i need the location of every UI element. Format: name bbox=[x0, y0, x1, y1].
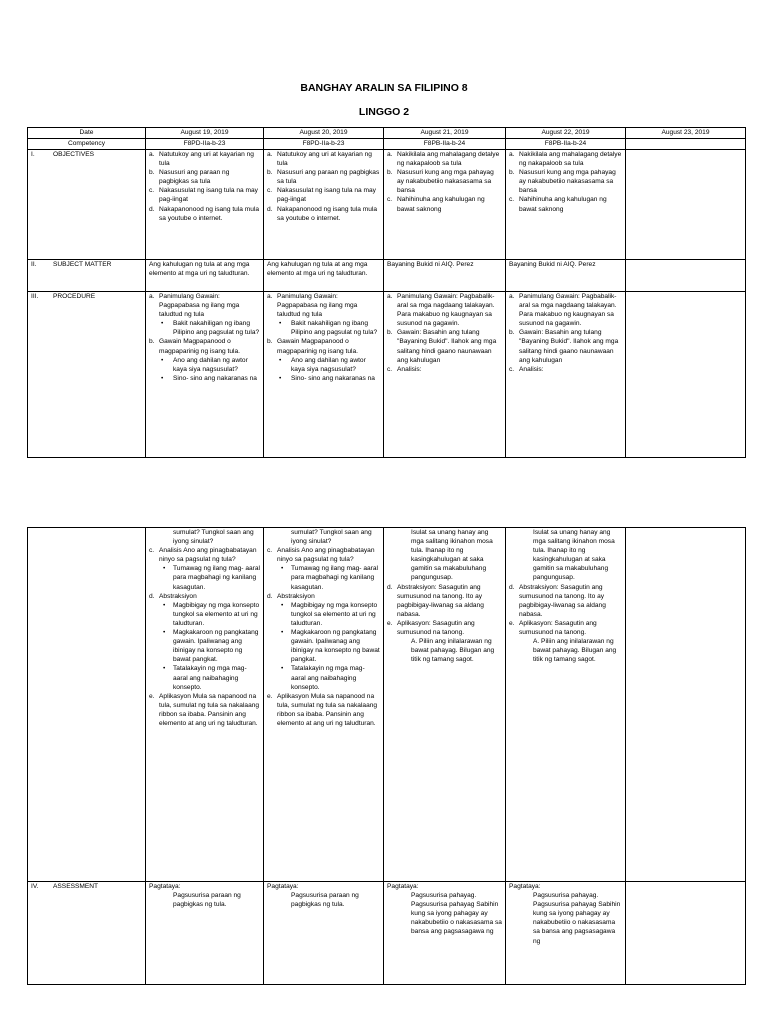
list-item-text: Nakasusulat ng isang tula na may pag-iingat bbox=[277, 187, 376, 204]
list-item-text: Nahihinuha ang kahulugan ng bawat saknong bbox=[519, 196, 607, 213]
assessment-row bbox=[28, 882, 746, 985]
list-item bbox=[509, 168, 622, 195]
list-item bbox=[267, 592, 380, 601]
list-marker: e. bbox=[509, 619, 515, 627]
list-item bbox=[509, 583, 622, 619]
date-row bbox=[28, 128, 746, 139]
procedure-continued-row bbox=[28, 528, 746, 882]
date-cell: August 22, 2019 bbox=[506, 128, 626, 139]
subject-matter-row bbox=[28, 260, 746, 292]
list-marker: c. bbox=[267, 187, 273, 195]
list-marker: e. bbox=[387, 619, 393, 627]
objectives-cell bbox=[146, 150, 264, 260]
list-item-text: Aplikasyon: Sasagutin ang sumusunod na tanong. bbox=[397, 619, 475, 637]
list-marker: b. bbox=[509, 169, 515, 177]
list-item-text: Nasusuri kung ang mga pahayag ay nakabubetiio nakasasama sa bansa bbox=[397, 169, 494, 195]
procedure-continued-cell bbox=[506, 528, 626, 882]
list-item bbox=[387, 328, 502, 364]
list-item-text: Tatalakayin ng mga mag- aaral ang naibahaging konsepto. bbox=[173, 665, 247, 691]
list-item-text: Panimulang Gawain: Pagpapabasa ng ilang mga taludtud ng tula bbox=[159, 293, 240, 319]
list-item-text: Nakapanonood ng isang tula mula sa youtube o internet. bbox=[277, 205, 378, 222]
list-marker: a. bbox=[509, 151, 515, 158]
list-item-text: Nakikilala ang mahalagang detalye ng nakapaloob sa tula bbox=[397, 151, 500, 168]
procedure-continued-cell bbox=[146, 528, 264, 882]
list-item bbox=[149, 374, 260, 383]
list-item bbox=[149, 592, 260, 601]
list-item bbox=[149, 150, 260, 168]
list-item-text: Bakit nakahiligan ng ibang Pilipino ang pagsulat ng tula? bbox=[291, 320, 378, 337]
list-item-text: Nasusuri ang paraan ng pagbigkas sa tula bbox=[159, 169, 230, 186]
subject-matter-cell-empty bbox=[626, 260, 746, 292]
date-label: Date bbox=[28, 128, 146, 139]
list-item bbox=[509, 365, 622, 374]
list-item bbox=[267, 692, 380, 728]
list-item-text: Gawain: Basahin ang tulang "Bayaning Bukid". Ilahok ang mga salitang hindi gaano naunawaan ang kahulugan bbox=[519, 329, 619, 364]
list-item bbox=[267, 205, 380, 223]
document-title: BANGHAY ARALIN SA FILIPINO 8 bbox=[300, 82, 468, 94]
list-marker: c. bbox=[509, 365, 515, 373]
list-item bbox=[387, 150, 502, 168]
list-marker: d. bbox=[149, 592, 155, 600]
procedure-row bbox=[28, 292, 746, 458]
assessment-cell: Pagtataya: Pagsusurisa pahayag. Pagsusurisa pahayag Sabihin kung sa iyong pahagay ay nakabubetiio o nakasasama sa bansa ang pagsasagawa ng bbox=[506, 882, 626, 985]
objectives-cell bbox=[384, 150, 506, 260]
list-item-text: Analisis: bbox=[519, 365, 544, 373]
list-marker: b. bbox=[387, 169, 393, 177]
list-marker: d. bbox=[267, 592, 273, 600]
bullet-marker: • bbox=[161, 320, 164, 328]
list-marker: a. bbox=[387, 293, 393, 300]
list-item bbox=[387, 168, 502, 195]
list-item-text: Panimulang Gawain: Pagbabalik- aral sa mga nagdaang talakayan. Para makabuo ng kaugnayan sa susunod na gagawin. bbox=[397, 293, 495, 328]
list-item-text: Bakit nakahiligan ng ibang Pilipino ang pagsulat ng tula? bbox=[173, 320, 260, 337]
objectives-cell-empty bbox=[626, 150, 746, 260]
list-item bbox=[267, 150, 380, 168]
procedure-continued-cell bbox=[384, 528, 506, 882]
list-item bbox=[387, 637, 502, 664]
list-item-text: Tatalakayin ng mga mag- aaral ang naibahaging konsepto. bbox=[291, 665, 365, 691]
list-item bbox=[149, 528, 260, 546]
bullet-marker: • bbox=[281, 629, 284, 637]
list-item-text: Abstraksiyon bbox=[159, 592, 197, 600]
list-item-text: Ano ang dahilan ng awtor kaya siya nagsusulat? bbox=[173, 356, 248, 373]
list-item bbox=[509, 328, 622, 364]
list-marker: a. bbox=[267, 293, 273, 300]
list-item-text: Magkakaroon ng pangkatang gawain. Ipaliwanag ang ibinigay na konsepto ng bawat pangkat. bbox=[173, 629, 259, 664]
list-item bbox=[149, 205, 260, 223]
list-item-text: Tumawag ng ilang mag- aaral para magbahagi ng kanilang kasagutan. bbox=[291, 565, 378, 591]
list-marker: e. bbox=[267, 692, 273, 700]
list-item bbox=[509, 528, 622, 583]
list-item bbox=[267, 319, 380, 337]
list-marker: a. bbox=[149, 151, 155, 158]
bullet-marker: • bbox=[161, 356, 164, 364]
list-item bbox=[149, 601, 260, 628]
list-item bbox=[267, 601, 380, 628]
list-marker: c. bbox=[267, 547, 273, 555]
competency-code: F8PD-IIa-b-23 bbox=[264, 139, 384, 150]
list-item bbox=[267, 528, 380, 546]
list-item-text: A. Piliin ang inilalarawan ng bawat pahayag. Bilugan ang titik ng tamang sagot. bbox=[411, 638, 495, 664]
procedure-cell bbox=[146, 292, 264, 458]
list-item-text: Gawain: Basahin ang tulang "Bayaning Bukid". Ilahok ang mga salitang hindi gaano naunawaan ang kahulugan bbox=[397, 329, 497, 364]
list-item bbox=[267, 628, 380, 664]
objectives-row bbox=[28, 150, 746, 260]
list-item-text: Abstraksiyon: Sasagutin ang sumusunod na tanong. Ito ay pagbibigay-liwanag sa aldang nabasa. bbox=[519, 583, 606, 618]
list-marker: c. bbox=[387, 196, 393, 204]
list-item-text: Natutukoy ang uri at kayarian ng tula bbox=[159, 151, 254, 168]
list-item-text: Analisis Ano ang pinagbabatayan ninyo sa pagsulat ng tula? bbox=[277, 547, 375, 564]
list-item-text: Isulat sa unang hanay ang mga salitang ikinahon mosa tula. Ihanap ito ng kasingkahulugan at saka gamitin sa makabuluhang pangungusap. bbox=[533, 529, 615, 582]
procedure-cell bbox=[384, 292, 506, 458]
list-item bbox=[149, 664, 260, 691]
subject-matter-cell: Bayaning Bukid ni AIQ. Perez bbox=[384, 260, 506, 292]
list-item bbox=[149, 319, 260, 337]
procedure-heading: III. PROCEDURE bbox=[28, 292, 146, 458]
list-item bbox=[267, 546, 380, 564]
list-item-text: Tumawag ng ilang mag- aaral para magbahagi ng kanilang kasagutan. bbox=[173, 565, 260, 591]
objectives-cell bbox=[264, 150, 384, 260]
list-item-text: Magbibigay ng mga konsepto tungkol sa elemento at uri ng taludturan. bbox=[173, 601, 260, 627]
list-marker: b. bbox=[267, 338, 273, 346]
list-item bbox=[267, 374, 380, 383]
list-marker: a. bbox=[267, 151, 273, 158]
list-item bbox=[267, 337, 380, 355]
list-item bbox=[387, 619, 502, 637]
list-item bbox=[149, 337, 260, 355]
objectives-heading: I. OBJECTIVES bbox=[28, 150, 146, 260]
list-marker: b. bbox=[149, 338, 155, 346]
list-item bbox=[267, 186, 380, 204]
list-item bbox=[387, 292, 502, 328]
list-item-text: Abstraksiyon: Sasagutin ang sumusunod na tanong. Ito ay pagbibigay-liwanag sa aldang nabasa. bbox=[397, 583, 484, 618]
list-item-text: Panimulang Gawain: Pagbabalik- aral sa mga nagdaang talakayan. Para makabuo ng kaugnayan sa susunod na gagawin. bbox=[519, 293, 617, 328]
list-item bbox=[267, 664, 380, 691]
list-item-text: Natutukoy ang uri at kayarian ng tula bbox=[277, 151, 372, 168]
assessment-cell: Pagtataya: Pagsusurisa paraan ng pagbigkas ng tula. bbox=[146, 882, 264, 985]
list-marker: d. bbox=[267, 205, 273, 213]
list-item-text: Ano ang dahilan ng awtor kaya siya nagsusulat? bbox=[291, 356, 366, 373]
procedure-cell bbox=[264, 292, 384, 458]
competency-code: F8PB-IIa-b-24 bbox=[384, 139, 506, 150]
list-item-text: Nahihinuha ang kahulugan ng bawat saknong bbox=[397, 196, 485, 213]
list-item bbox=[149, 564, 260, 591]
list-item bbox=[267, 356, 380, 374]
list-item-text: Analisis: bbox=[397, 365, 422, 373]
procedure-continued-cell bbox=[264, 528, 384, 882]
subject-matter-cell: Ang kahulugan ng tula at ang mga elemento at mga uri ng taludturan. bbox=[146, 260, 264, 292]
date-cell: August 19, 2019 bbox=[146, 128, 264, 139]
list-item-text: Analisis Ano ang pinagbabatayan ninyo sa pagsulat ng tula? bbox=[159, 547, 257, 564]
list-marker: c. bbox=[149, 547, 155, 555]
list-item-text: sumulat? Tungkol saan ang iyong sinulat? bbox=[173, 529, 254, 546]
list-item-text: Nakasusulat ng isang tula na may pag-iingat bbox=[159, 187, 258, 204]
list-marker: a. bbox=[387, 151, 393, 158]
procedure-continued-heading-empty bbox=[28, 528, 146, 882]
list-item-text: Magbibigay ng mga konsepto tungkol sa elemento at uri ng taludturan. bbox=[291, 601, 378, 627]
bullet-marker: • bbox=[281, 565, 284, 573]
list-item-text: Panimulang Gawain: Pagpapabasa ng ilang mga taludtud ng tula bbox=[277, 293, 358, 319]
assessment-cell: Pagtataya: Pagsusurisa pahayag. Pagsusurisa pahayag Sabihin kung sa iyong pahagay ay nakabubetiio o nakasasama sa bansa ang pagsasagawa ng bbox=[384, 882, 506, 985]
list-item-text: Aplikasyon Mula sa napanood na tula, sumulat ng tula sa nakalaang ribbon sa ibaba. Pansinin ang elemento at ang uri ng taludturan. bbox=[277, 692, 378, 727]
list-item-text: Gawain Magpapanood o magpaparinig ng isang tula. bbox=[277, 338, 359, 355]
list-item bbox=[509, 195, 622, 213]
list-item bbox=[149, 628, 260, 664]
bullet-marker: • bbox=[279, 374, 282, 382]
list-marker: a. bbox=[509, 293, 515, 300]
date-cell: August 23, 2019 bbox=[626, 128, 746, 139]
list-item-text: Nakikilala ang mahalagang detalye ng nakapaloob sa tula bbox=[519, 151, 622, 168]
list-item-text: A. Piliin ang inilalarawan ng bawat pahayag. Bilugan ang titik ng tamang sagot. bbox=[533, 638, 617, 664]
list-marker: b. bbox=[267, 169, 273, 177]
list-item bbox=[267, 168, 380, 186]
list-item bbox=[509, 292, 622, 328]
assessment-cell-empty bbox=[626, 882, 746, 985]
list-marker: b. bbox=[149, 169, 155, 177]
list-item-text: Sino- sino ang nakaranas na bbox=[291, 374, 375, 382]
procedure-continued-cell-empty bbox=[626, 528, 746, 882]
list-marker: d. bbox=[387, 583, 393, 591]
competency-code bbox=[626, 139, 746, 150]
list-item-text: Nakapanonood ng isang tula mula sa youtube o internet. bbox=[159, 205, 260, 222]
competency-code: F8PB-IIa-b-24 bbox=[506, 139, 626, 150]
procedure-cell bbox=[506, 292, 626, 458]
objectives-cell bbox=[506, 150, 626, 260]
list-item bbox=[267, 564, 380, 591]
list-item-text: Abstraksiyon bbox=[277, 592, 315, 600]
date-cell: August 21, 2019 bbox=[384, 128, 506, 139]
list-item-text: Aplikasyon Mula sa napanood na tula, sumulat ng tula sa nakalaang ribbon sa ibaba. Pansinin ang elemento at ang uri ng taludturan. bbox=[159, 692, 260, 727]
list-item bbox=[387, 195, 502, 213]
bullet-marker: • bbox=[279, 356, 282, 364]
bullet-marker: • bbox=[163, 629, 166, 637]
competency-code: F8PD-IIa-b-23 bbox=[146, 139, 264, 150]
bullet-marker: • bbox=[163, 601, 166, 609]
list-marker: b. bbox=[387, 329, 393, 337]
subject-matter-heading: II. SUBJECT MATTER bbox=[28, 260, 146, 292]
list-item bbox=[149, 292, 260, 319]
list-item-text: Gawain Magpapanood o magpaparinig ng isang tula. bbox=[159, 338, 241, 355]
list-marker: c. bbox=[509, 196, 515, 204]
list-item bbox=[509, 619, 622, 637]
list-marker: c. bbox=[149, 187, 155, 195]
bullet-marker: • bbox=[279, 320, 282, 328]
subject-matter-cell: Bayaning Bukid ni AIQ. Perez bbox=[506, 260, 626, 292]
bullet-marker: • bbox=[161, 374, 164, 382]
list-marker: b. bbox=[509, 329, 515, 337]
list-item-text: Sino- sino ang nakaranas na bbox=[173, 374, 257, 382]
list-item bbox=[149, 692, 260, 728]
bullet-marker: • bbox=[163, 665, 166, 673]
list-item bbox=[387, 528, 502, 583]
bullet-marker: • bbox=[281, 601, 284, 609]
list-marker: a. bbox=[149, 293, 155, 300]
competency-label: Competency bbox=[28, 139, 146, 150]
list-marker: c. bbox=[387, 365, 393, 373]
procedure-cell-empty bbox=[626, 292, 746, 458]
list-item-text: Aplikasyon: Sasagutin ang sumusunod na tanong. bbox=[519, 619, 597, 637]
assessment-heading: IV. ASSESSMENT bbox=[28, 882, 146, 985]
lesson-plan-table-page1 bbox=[27, 127, 746, 458]
list-marker: e. bbox=[149, 692, 155, 700]
lesson-plan-table-page2 bbox=[27, 527, 746, 985]
document-subtitle: LINGGO 2 bbox=[358, 106, 410, 118]
list-marker: d. bbox=[149, 205, 155, 213]
assessment-cell: Pagtataya: Pagsusurisa paraan ng pagbigkas ng tula. bbox=[264, 882, 384, 985]
list-item-text: sumulat? Tungkol saan ang iyong sinulat? bbox=[291, 529, 372, 546]
competency-row bbox=[28, 139, 746, 150]
bullet-marker: • bbox=[163, 565, 166, 573]
list-item bbox=[509, 637, 622, 664]
list-item bbox=[387, 365, 502, 374]
list-item bbox=[387, 583, 502, 619]
list-item-text: Magkakaroon ng pangkatang gawain. Ipaliwanag ang ibinigay na konsepto ng bawat pangkat. bbox=[291, 629, 380, 664]
list-item-text: Isulat sa unang hanay ang mga salitang ikinahon mosa tula. Ihanap ito ng kasingkahulugan at saka gamitin sa makabuluhang pangungusap. bbox=[411, 529, 493, 582]
bullet-marker: • bbox=[281, 665, 284, 673]
date-cell: August 20, 2019 bbox=[264, 128, 384, 139]
list-item-text: Nasusuri ang paraan ng pagbigkas sa tula bbox=[277, 169, 380, 186]
list-item bbox=[149, 546, 260, 564]
list-item bbox=[267, 292, 380, 319]
list-item bbox=[149, 168, 260, 186]
list-item-text: Nasusuri kung ang mga pahayag ay nakabubetiio nakasasama sa bansa bbox=[519, 169, 616, 195]
list-item bbox=[149, 356, 260, 374]
subject-matter-cell: Ang kahulugan ng tula at ang mga elemento at mga uri ng taludturan. bbox=[264, 260, 384, 292]
list-item bbox=[149, 186, 260, 204]
list-item bbox=[509, 150, 622, 168]
list-marker: d. bbox=[509, 583, 515, 591]
